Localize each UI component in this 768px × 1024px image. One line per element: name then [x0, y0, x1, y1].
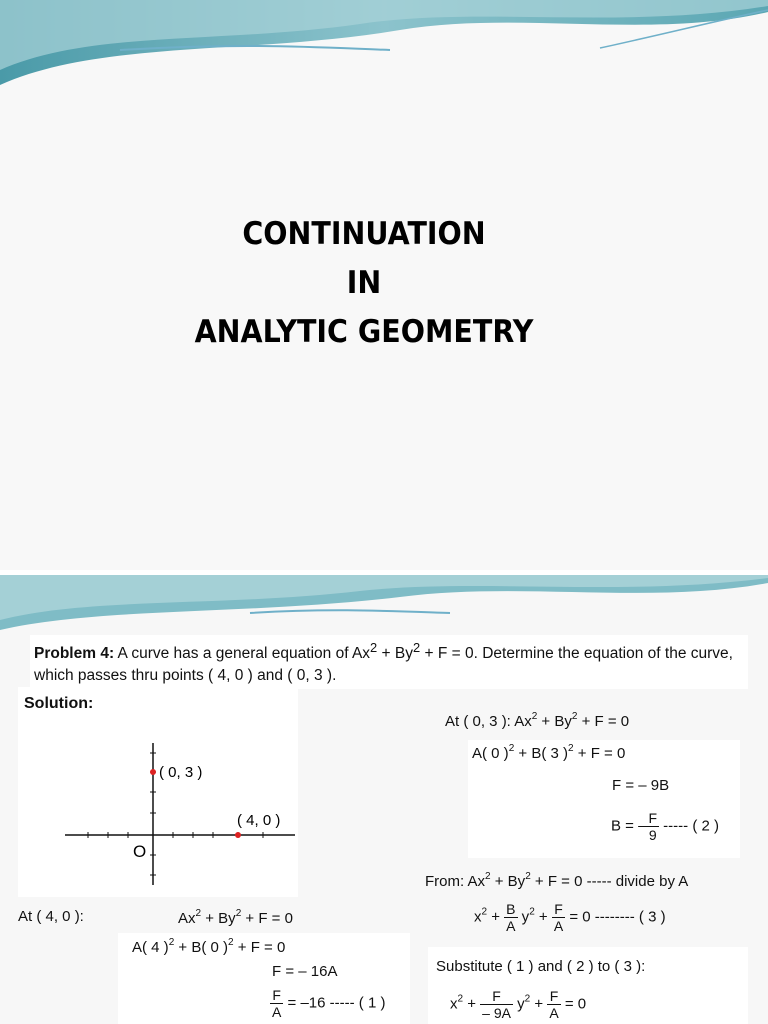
point-4-0	[235, 832, 241, 838]
substitution-0-3: A( 0 )$^2$ + B( 3 )$^2$ + F = 0	[472, 743, 626, 762]
coordinate-graph	[55, 735, 300, 890]
title-line-2: IN	[346, 265, 382, 301]
header-wave-decoration	[0, 0, 768, 90]
problem-slide	[0, 575, 768, 1024]
at-4-0-label: At ( 4, 0 ):	[18, 908, 84, 925]
problem-label: Problem 4:	[34, 645, 115, 663]
header-wave-decoration	[0, 575, 768, 635]
substitute-instruction: Substitute ( 1 ) and ( 2 ) to ( 3 ):	[436, 958, 646, 975]
title-line-1: CONTINUATION	[242, 216, 486, 252]
origin-label: O	[133, 842, 147, 861]
equation-3: $x^2$ + $\frac{B}{A}$ $y^2$ + $\frac{F}{A}$ = 0 -------- ( 3 )	[474, 901, 666, 934]
from-equation: From: $Ax^2 + By^2 + F = 0$ ----- divide by A	[425, 871, 689, 890]
f-equals-minus-9b: F = – 9B	[612, 777, 670, 794]
general-equation: $Ax^2 + By^2 + F = 0$	[178, 908, 293, 927]
slide-title	[0, 210, 728, 357]
point-b-label: ( 4, 0 )	[237, 812, 281, 829]
point-a-label: ( 0, 3 )	[159, 764, 203, 781]
at-0-3-equation: At ( 0, 3 ): $Ax^2 + By^2 + F = 0$	[445, 711, 630, 730]
title-line-3: ANALYTIC GEOMETRY	[194, 314, 534, 350]
b-equation: B = – $\frac{F}{9}$ ----- ( 2 )	[611, 810, 719, 843]
substitution-4-0: A( 4 )$^2$ + B( 0 )$^2$ + F = 0	[132, 937, 286, 956]
final-substitution: $x^2$ + $\frac{F}{- 9A}$ $y^2$ + $\frac{F}{A}$ = 0	[450, 988, 587, 1021]
equation-1: $\frac{F}{A}$ = –16 ----- ( 1 )	[272, 987, 386, 1020]
solution-label: Solution:	[24, 695, 94, 712]
f-equals-minus-16a: F = – 16A	[272, 963, 338, 980]
problem-statement: Problem 4: A curve has a general equation of $Ax^2 + By^2 + F = 0$. Determine the equation of the curve, which passes thru points ( 4, 0 ) and ( 0, 3 ).	[30, 635, 748, 689]
point-0-3	[150, 769, 156, 775]
